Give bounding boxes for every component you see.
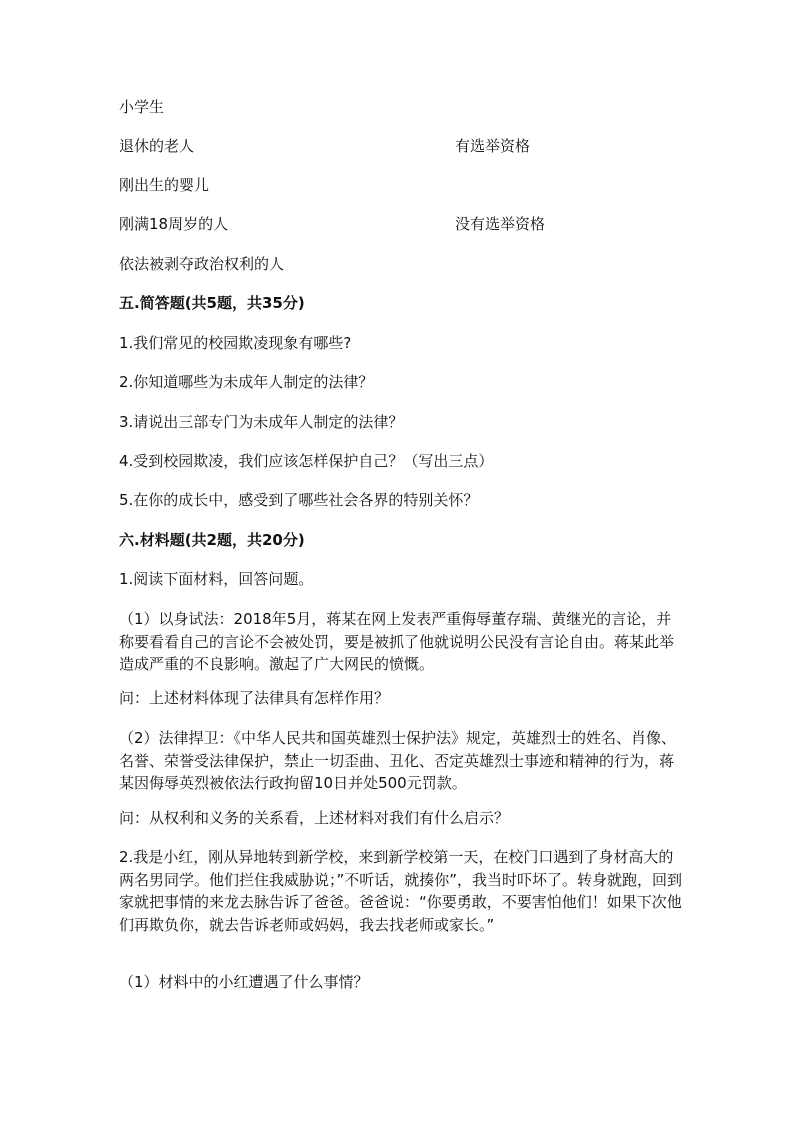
- material-paragraph: （1）以身试法：2018年5月，蒋某在网上发表严重侮辱董存瑞、黄继光的言论，并称要看看自己的言论不会被处罚，要是被抓了他就说明公民没有言论自由。蒋某此举造成严重的不良影响。激起了广大网民的愤慨。: [119, 610, 675, 673]
- match-left-item: 依法被剥夺政治权利的人: [119, 255, 285, 273]
- question: 2.你知道哪些为未成年人制定的法律？: [119, 373, 374, 391]
- match-left-item: 刚满18周岁的人: [119, 215, 229, 233]
- section-title: 六.材料题(共2题，共20分): [119, 531, 305, 549]
- question: （1）材料中的小红遭遇了什么事情？: [119, 973, 369, 991]
- match-left-item: 退休的老人: [119, 137, 195, 155]
- material-paragraph: 2.我是小红，刚从异地转到新学校，来到新学校第一天，在校门口遇到了身材高大的两名男同学。他们拦住我威胁说；”不听话，就揍你”，我当时吓坏了。转身就跑，回到家就把事情的来龙去脉告诉了爸爸。爸爸说：“你要勇敢，不要害怕他们！如果下次他们再欺负你，就去告诉老师或妈妈，我去找老师或家长。”: [119, 848, 683, 934]
- question: 5.在你的成长中，感受到了哪些社会各界的特别关怀？: [119, 491, 479, 509]
- question: 问：上述材料体现了法律具有怎样作用？: [119, 689, 390, 707]
- question: 4.受到校园欺凌，我们应该怎样保护自己？（写出三点）: [119, 452, 494, 470]
- match-right-item: 有选举资格: [455, 137, 531, 155]
- question: 问：从权利和义务的关系看，上述材料对我们有什么启示？: [119, 809, 510, 827]
- section-title: 五.简答题(共5题，共35分): [119, 294, 305, 312]
- material-paragraph: （2）法律捍卫：《中华人民共和国英雄烈士保护法》规定，英雄烈士的姓名、肖像、名誉、荣誉受法律保护，禁止一切歪曲、丑化、否定英雄烈士事迹和精神的行为，蒋某因侮辱英烈被依法行政拘留10日并处500元罚款。: [119, 729, 677, 792]
- question: 1.阅读下面材料，回答问题。: [119, 570, 314, 588]
- match-left-item: 小学生: [119, 98, 165, 116]
- question: 1.我们常见的校园欺凌现象有哪些?: [119, 334, 352, 352]
- question: 3.请说出三部专门为未成年人制定的法律？: [119, 413, 404, 431]
- match-left-item: 刚出生的婴儿: [119, 176, 210, 194]
- match-right-item: 没有选举资格: [455, 215, 546, 233]
